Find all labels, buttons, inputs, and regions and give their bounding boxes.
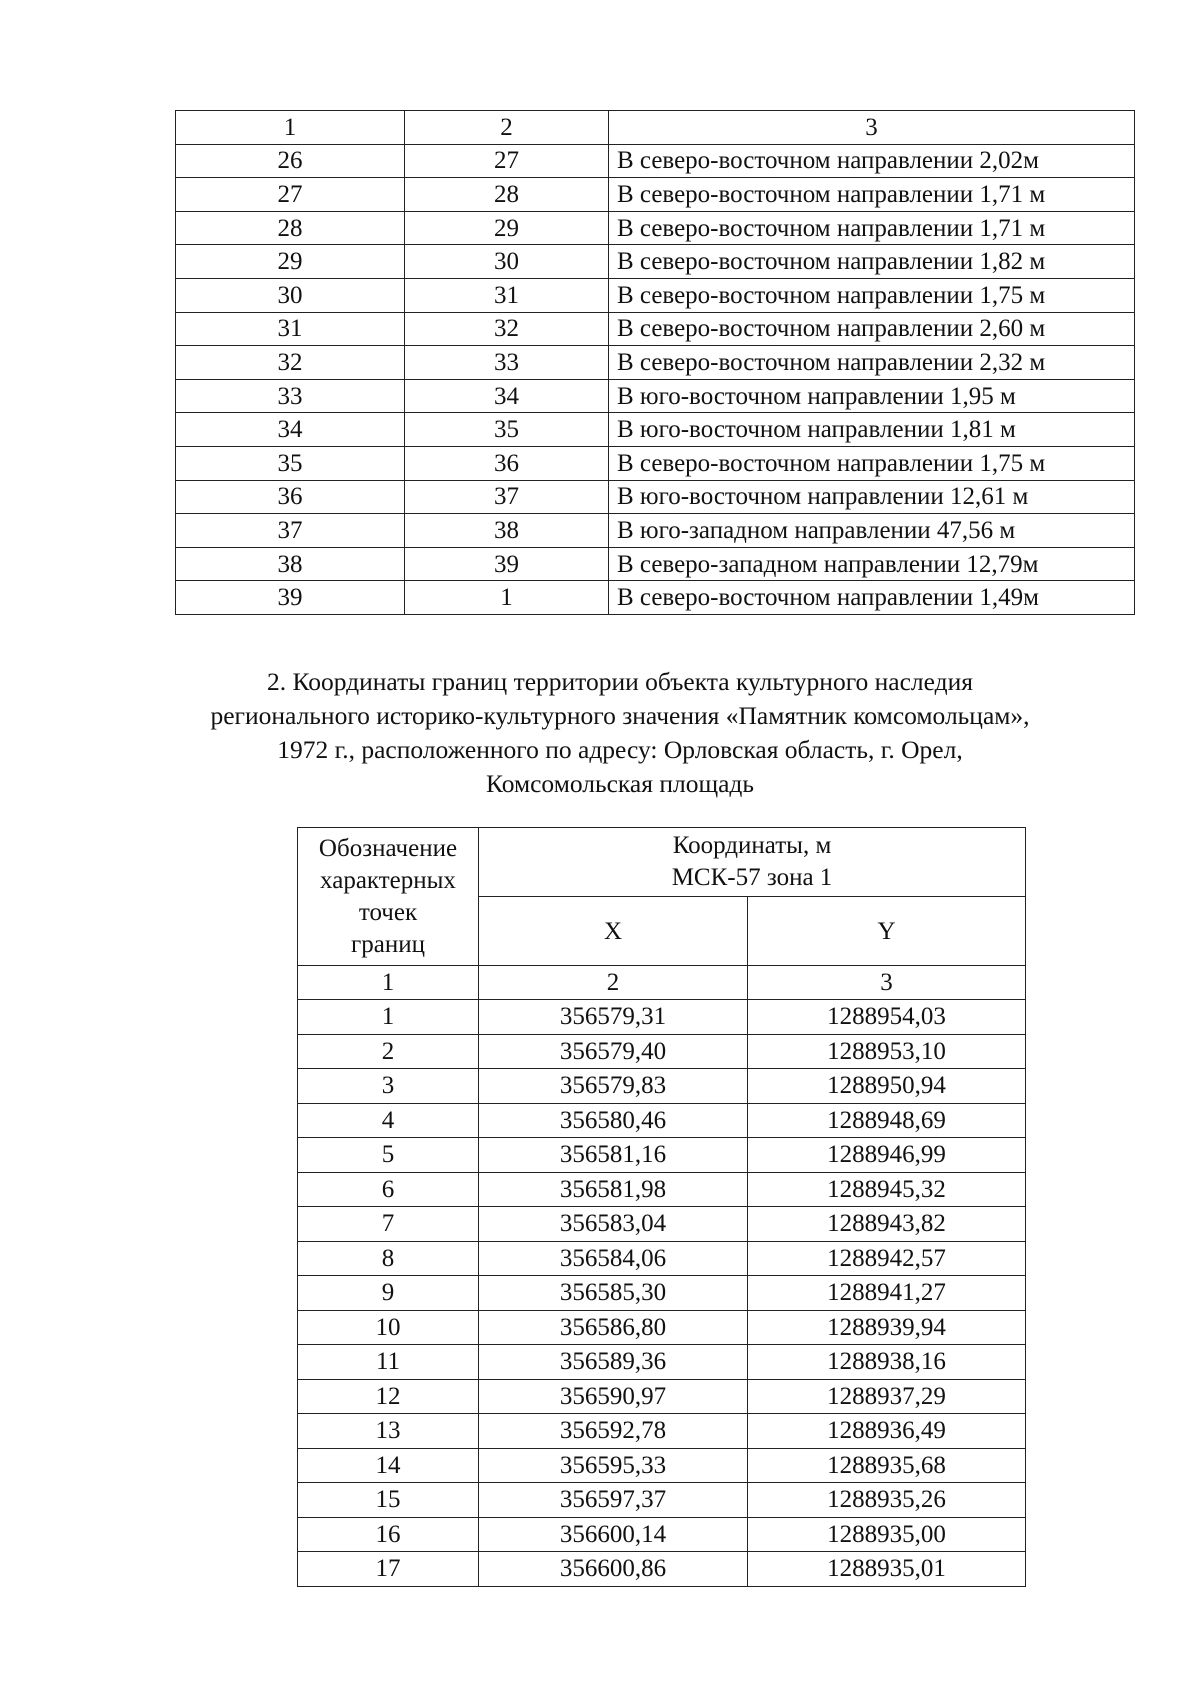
y-coordinate: 1288945,32 — [748, 1172, 1026, 1207]
coordinate-row — [298, 1345, 1026, 1380]
point-number: 8 — [298, 1241, 479, 1276]
segment-to-point: 30 — [405, 245, 609, 279]
x-coordinate: 356583,04 — [479, 1207, 748, 1242]
section-heading — [180, 665, 1060, 801]
point-number: 12 — [298, 1379, 479, 1414]
y-coordinate: 1288937,29 — [748, 1379, 1026, 1414]
segment-to-point: 32 — [405, 312, 609, 346]
x-coordinate: 356579,31 — [479, 1000, 748, 1035]
x-coordinate: 356581,98 — [479, 1172, 748, 1207]
point-number: 11 — [298, 1345, 479, 1380]
point-number: 4 — [298, 1103, 479, 1138]
point-number: 7 — [298, 1207, 479, 1242]
coordinate-row — [298, 1552, 1026, 1587]
y-coordinate: 1288946,99 — [748, 1138, 1026, 1173]
segment-row — [176, 278, 1135, 312]
point-number: 9 — [298, 1276, 479, 1311]
coordinate-row — [298, 1000, 1026, 1035]
segment-from-point: 32 — [176, 346, 405, 380]
segments-header-cell-1: 1 — [176, 111, 405, 145]
segment-direction-distance: В северо-восточном направлении 2,02м — [609, 144, 1135, 178]
x-coordinate: 356579,40 — [479, 1034, 748, 1069]
segment-direction-distance: В юго-восточном направлении 1,95 м — [609, 379, 1135, 413]
point-number: 5 — [298, 1138, 479, 1173]
y-coordinate: 1288935,01 — [748, 1552, 1026, 1587]
y-coordinate: 1288948,69 — [748, 1103, 1026, 1138]
segment-from-point: 35 — [176, 446, 405, 480]
segment-row — [176, 514, 1135, 548]
segment-to-point: 34 — [405, 379, 609, 413]
y-coordinate: 1288935,00 — [748, 1517, 1026, 1552]
segment-row — [176, 312, 1135, 346]
coordinates-group-header — [479, 828, 1026, 897]
coordinate-row — [298, 1483, 1026, 1518]
boundary-coordinates-table — [297, 827, 1026, 1587]
coordinate-system-label: МСК-57 зона 1 — [671, 864, 833, 891]
segment-direction-distance: В юго-восточном направлении 12,61 м — [609, 480, 1135, 514]
section-heading-line-2: регионального историко-культурного значения «Памятник комсомольцам», — [210, 701, 1030, 730]
points-label-line: границ — [351, 930, 425, 958]
segment-from-point: 31 — [176, 312, 405, 346]
points-label-line: характерных — [320, 866, 456, 894]
coordinate-row — [298, 1414, 1026, 1449]
y-coordinate: 1288950,94 — [748, 1069, 1026, 1104]
point-number: 14 — [298, 1448, 479, 1483]
coordinate-row — [298, 1517, 1026, 1552]
y-coordinate: 1288943,82 — [748, 1207, 1026, 1242]
point-number: 3 — [298, 1069, 479, 1104]
coords-header-row-1 — [298, 828, 1026, 897]
segment-direction-distance: В северо-восточном направлении 1,71 м — [609, 178, 1135, 212]
x-coordinate: 356597,37 — [479, 1483, 748, 1518]
point-number: 1 — [298, 1000, 479, 1035]
segment-direction-distance: В северо-восточном направлении 1,82 м — [609, 245, 1135, 279]
column-number-cell: 3 — [748, 966, 1026, 1000]
points-label-line: Обозначение — [318, 834, 458, 862]
segment-direction-distance: В юго-западном направлении 47,56 м — [609, 514, 1135, 548]
segment-from-point: 29 — [176, 245, 405, 279]
segment-row — [176, 379, 1135, 413]
segment-from-point: 30 — [176, 278, 405, 312]
segment-row — [176, 547, 1135, 581]
x-coordinate: 356592,78 — [479, 1414, 748, 1449]
y-coordinate: 1288938,16 — [748, 1345, 1026, 1380]
points-label-header — [298, 828, 479, 966]
segment-row — [176, 211, 1135, 245]
segments-header-row — [176, 111, 1135, 145]
segment-from-point: 33 — [176, 379, 405, 413]
point-number: 6 — [298, 1172, 479, 1207]
coordinate-row — [298, 1448, 1026, 1483]
segment-from-point: 37 — [176, 514, 405, 548]
coordinate-row — [298, 1310, 1026, 1345]
section-heading-line-1: 2. Координаты границ территории объекта культурного наследия — [267, 667, 973, 696]
coordinate-row — [298, 1172, 1026, 1207]
boundary-segments-table — [175, 110, 1135, 615]
coordinate-row — [298, 1207, 1026, 1242]
point-number: 13 — [298, 1414, 479, 1449]
segment-row — [176, 346, 1135, 380]
section-heading-line-3: 1972 г., расположенного по адресу: Орловская область, г. Орел, — [277, 735, 963, 764]
segment-row — [176, 480, 1135, 514]
coordinates-group-title: Координаты, м — [672, 832, 832, 859]
y-coordinate: 1288953,10 — [748, 1034, 1026, 1069]
coordinate-row — [298, 1034, 1026, 1069]
x-coordinate: 356600,86 — [479, 1552, 748, 1587]
segment-row — [176, 446, 1135, 480]
segment-to-point: 37 — [405, 480, 609, 514]
y-axis-header: Y — [748, 897, 1026, 966]
segment-to-point: 27 — [405, 144, 609, 178]
section-heading-line-4: Комсомольская площадь — [485, 769, 755, 798]
segments-header-cell-3: 3 — [609, 111, 1135, 145]
column-number-cell: 1 — [298, 966, 479, 1000]
segment-row — [176, 178, 1135, 212]
point-number: 10 — [298, 1310, 479, 1345]
y-coordinate: 1288935,26 — [748, 1483, 1026, 1518]
x-coordinate: 356581,16 — [479, 1138, 748, 1173]
y-coordinate: 1288939,94 — [748, 1310, 1026, 1345]
segment-direction-distance: В северо-восточном направлении 2,60 м — [609, 312, 1135, 346]
x-axis-header: X — [479, 897, 748, 966]
segment-from-point: 28 — [176, 211, 405, 245]
segment-to-point: 36 — [405, 446, 609, 480]
x-coordinate: 356585,30 — [479, 1276, 748, 1311]
coordinate-row — [298, 1069, 1026, 1104]
coordinate-row — [298, 1276, 1026, 1311]
segment-from-point: 39 — [176, 581, 405, 615]
segment-direction-distance: В северо-восточном направлении 2,32 м — [609, 346, 1135, 380]
x-coordinate: 356595,33 — [479, 1448, 748, 1483]
coordinate-row — [298, 1379, 1026, 1414]
x-coordinate: 356590,97 — [479, 1379, 748, 1414]
segment-to-point: 33 — [405, 346, 609, 380]
column-number-cell: 2 — [479, 966, 748, 1000]
x-coordinate: 356589,36 — [479, 1345, 748, 1380]
segment-direction-distance: В северо-восточном направлении 1,71 м — [609, 211, 1135, 245]
segment-to-point: 28 — [405, 178, 609, 212]
y-coordinate: 1288954,03 — [748, 1000, 1026, 1035]
point-number: 16 — [298, 1517, 479, 1552]
x-coordinate: 356579,83 — [479, 1069, 748, 1104]
y-coordinate: 1288936,49 — [748, 1414, 1026, 1449]
y-coordinate: 1288935,68 — [748, 1448, 1026, 1483]
segment-direction-distance: В северо-восточном направлении 1,75 м — [609, 278, 1135, 312]
x-coordinate: 356584,06 — [479, 1241, 748, 1276]
segment-to-point: 31 — [405, 278, 609, 312]
segment-from-point: 27 — [176, 178, 405, 212]
segment-to-point: 38 — [405, 514, 609, 548]
segment-to-point: 1 — [405, 581, 609, 615]
coords-table-body — [298, 828, 1026, 1587]
coordinate-row — [298, 1138, 1026, 1173]
segment-from-point: 38 — [176, 547, 405, 581]
segment-to-point: 35 — [405, 413, 609, 447]
coordinate-row — [298, 1241, 1026, 1276]
point-number: 17 — [298, 1552, 479, 1587]
y-coordinate: 1288941,27 — [748, 1276, 1026, 1311]
segment-row — [176, 581, 1135, 615]
column-number-row — [298, 966, 1026, 1000]
coordinate-row — [298, 1103, 1026, 1138]
x-coordinate: 356580,46 — [479, 1103, 748, 1138]
segment-row — [176, 144, 1135, 178]
segment-direction-distance: В северо-восточном направлении 1,75 м — [609, 446, 1135, 480]
points-label-line: точек — [358, 898, 418, 926]
segments-table-body — [176, 111, 1135, 615]
segment-to-point: 29 — [405, 211, 609, 245]
y-coordinate: 1288942,57 — [748, 1241, 1026, 1276]
point-number: 15 — [298, 1483, 479, 1518]
segment-direction-distance: В северо-восточном направлении 1,49м — [609, 581, 1135, 615]
segment-from-point: 34 — [176, 413, 405, 447]
x-coordinate: 356586,80 — [479, 1310, 748, 1345]
x-coordinate: 356600,14 — [479, 1517, 748, 1552]
segment-row — [176, 245, 1135, 279]
segments-header-cell-2: 2 — [405, 111, 609, 145]
segment-from-point: 36 — [176, 480, 405, 514]
segment-row — [176, 413, 1135, 447]
segment-direction-distance: В северо-западном направлении 12,79м — [609, 547, 1135, 581]
segment-from-point: 26 — [176, 144, 405, 178]
segment-to-point: 39 — [405, 547, 609, 581]
segment-direction-distance: В юго-восточном направлении 1,81 м — [609, 413, 1135, 447]
point-number: 2 — [298, 1034, 479, 1069]
